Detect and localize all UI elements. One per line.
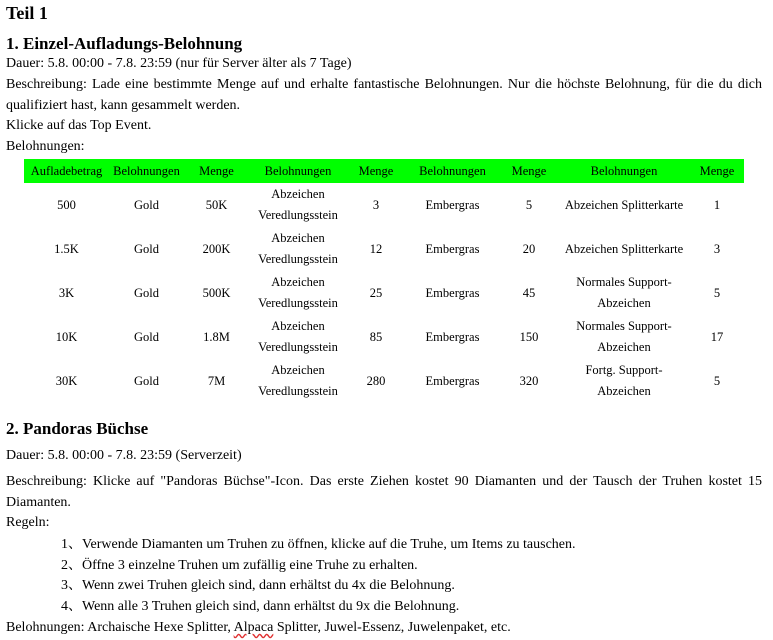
cell-line: Abzeichen [597,340,651,354]
cell-reward: Embergras [425,329,480,344]
cell-line: Veredlungsstein [258,340,338,354]
table-header-row [24,159,744,183]
part-title: Teil 1 [6,3,48,23]
cell-quantity: 45 [522,285,536,300]
cell-quantity: 320 [519,373,539,388]
rewards-suffix: Splitter, Juwel-Essenz, Juwelenpaket, etc. [273,620,511,635]
cell-quantity: 500K [202,285,231,300]
cell-line: Veredlungsstein [258,296,338,310]
cell-reward [249,183,347,227]
cell-quantity: 3 [372,197,380,212]
cell-reward [558,183,690,227]
header-cell: Belohnungen [405,159,500,183]
cell-quantity: 17 [710,329,724,344]
header-cell: Menge [184,159,249,183]
cell-line: Abzeichen [597,384,651,398]
cell-quantity: 1.8M [203,329,230,344]
section1-description: Beschreibung: Lade eine bestimmte Menge auf und erhalte fantastische Belohnungen. Nur die höchste Belohnung, für die du dich qualifiziert hast, kann gesammelt werden. [6,77,762,113]
cell-line: Abzeichen [271,319,325,333]
list-item: 4、Wenn alle 3 Truhen gleich sind, dann erhältst du 9x die Belohnung. [61,598,460,614]
cell-quantity: 25 [369,285,383,300]
cell-reward [558,359,690,403]
section1-heading: 1. Einzel-Aufladungs-Belohnung [6,34,243,53]
list-item: 2、Öffne 3 einzelne Truhen um zufällig eine Truhe zu erhalten. [61,557,418,573]
cell-quantity: 5 [713,373,721,388]
spellcheck-word: Alpaca [233,620,274,635]
section2-rewards [6,618,511,638]
header-cell: Belohnungen [249,159,347,183]
table-row [24,271,744,315]
cell-reward [558,315,690,359]
cell-amount: 1.5K [54,241,79,256]
section1-rewards-label: Belohnungen: [6,139,85,154]
cell-reward: Embergras [425,285,480,300]
cell-reward [558,227,690,271]
list-item: 3、Wenn zwei Truhen gleich sind, dann erhältst du 4x die Belohnung. [61,578,455,593]
cell-reward [249,271,347,315]
section2-heading: 2. Pandoras Büchse [6,419,149,438]
cell-quantity: 5 [713,285,721,300]
section1-click-hint: Klicke auf das Top Event. [6,118,152,133]
cell-line: Veredlungsstein [258,208,338,222]
cell-reward: Embergras [425,373,480,388]
cell-quantity: 12 [369,241,383,256]
list-item: 1、Verwende Diamanten um Truhen zu öffnen, klicke auf die Truhe, um Items zu tauschen. [61,537,576,552]
cell-quantity: 7M [207,373,226,388]
cell-reward [558,271,690,315]
cell-line: Normales Support- [576,319,672,333]
cell-quantity: 280 [366,373,386,388]
cell-reward: Gold [134,241,159,256]
section2-duration: Dauer: 5.8. 00:00 - 7.8. 23:59 (Serverzeit) [6,448,242,463]
header-cell: Aufladebetrag [24,159,109,183]
table-row [24,227,744,271]
cell-quantity: 150 [519,329,539,344]
table-row [24,183,744,227]
cell-line: Abzeichen Splitterkarte [564,197,684,212]
cell-amount: 10K [55,329,78,344]
cell-reward: Gold [134,285,159,300]
table-row [24,315,744,359]
cell-quantity: 1 [713,197,721,212]
header-cell: Belohnungen [558,159,690,183]
cell-amount: 3K [58,285,75,300]
cell-quantity: 50K [205,197,228,212]
cell-quantity: 85 [369,329,383,344]
cell-quantity: 200K [202,241,231,256]
section2-description: Beschreibung: Klicke auf "Pandoras Büchse"-Icon. Das erste Ziehen kostet 90 Diamanten und der Tausch der Truhen kostet 15 Diamanten. [6,474,762,510]
cell-quantity: 20 [522,241,536,256]
cell-line: Veredlungsstein [258,384,338,398]
cell-reward: Gold [134,373,159,388]
rewards-prefix: Belohnungen: Archaische Hexe Splitter, [6,620,234,635]
cell-reward: Embergras [425,197,480,212]
cell-line: Abzeichen [271,275,325,289]
cell-line: Abzeichen Splitterkarte [564,241,684,256]
header-cell: Belohnungen [109,159,184,183]
cell-line: Normales Support- [576,275,672,289]
cell-line: Abzeichen [271,231,325,245]
header-cell: Menge [500,159,558,183]
cell-reward [249,359,347,403]
table-row [24,359,744,403]
rewards-table [24,159,744,403]
cell-reward: Gold [134,197,159,212]
header-cell: Menge [690,159,744,183]
cell-line: Abzeichen [597,296,651,310]
cell-reward [249,315,347,359]
cell-reward [249,227,347,271]
section1-duration: Dauer: 5.8. 00:00 - 7.8. 23:59 (nur für Server älter als 7 Tage) [6,56,352,71]
rules-list [61,535,576,617]
cell-line: Fortg. Support- [585,363,663,377]
cell-amount: 500 [57,197,76,212]
header-cell: Menge [347,159,405,183]
cell-reward: Embergras [425,241,480,256]
cell-amount: 30K [55,373,78,388]
cell-line: Abzeichen [271,363,325,377]
section2-rules-label: Regeln: [6,515,50,530]
cell-line: Veredlungsstein [258,252,338,266]
cell-line: Abzeichen [271,187,325,201]
cell-reward: Gold [134,329,159,344]
cell-quantity: 5 [525,197,533,212]
cell-quantity: 3 [713,241,721,256]
